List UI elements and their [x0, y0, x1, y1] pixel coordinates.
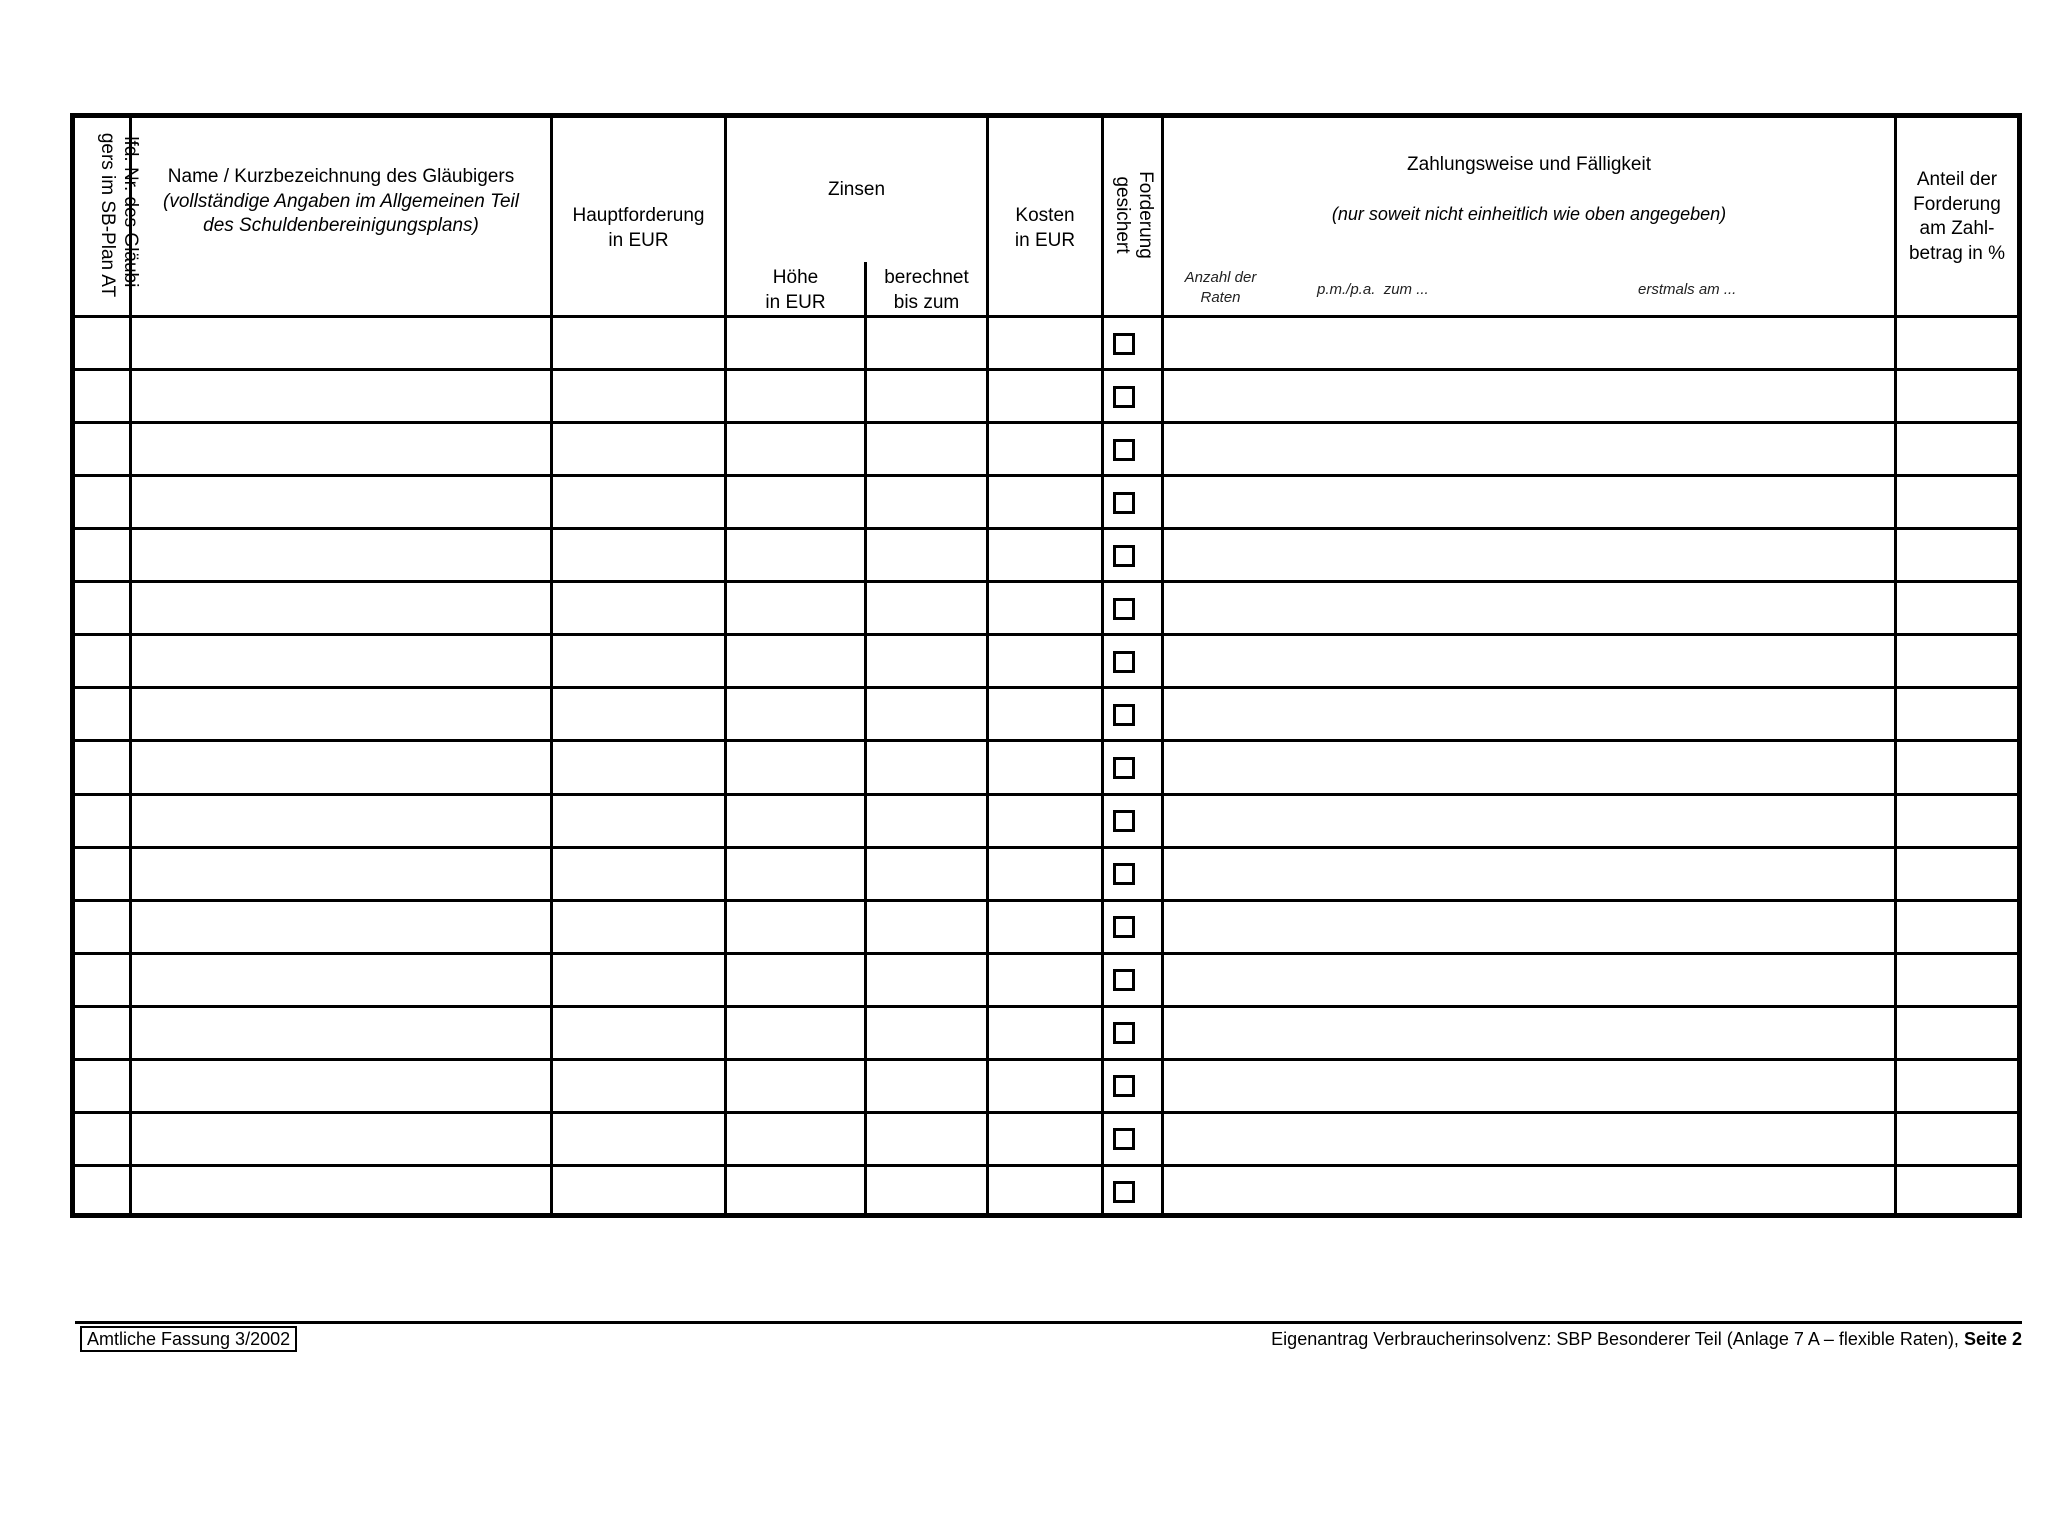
cell-lfd-nr[interactable] — [75, 478, 129, 528]
cell-anteil[interactable] — [1897, 531, 2017, 581]
cell-zinsen-hoehe[interactable] — [727, 531, 864, 581]
cell-lfd-nr[interactable] — [75, 1115, 129, 1165]
header-anteil-line2: Forderung — [1913, 193, 2001, 215]
cell-zinsen-berechnet[interactable] — [867, 690, 986, 740]
cell-zahlungsweise[interactable] — [1164, 478, 1894, 528]
cell-kosten[interactable] — [989, 690, 1101, 740]
cell-anteil[interactable] — [1897, 425, 2017, 475]
row-divider — [70, 368, 2022, 371]
cell-anteil[interactable] — [1897, 1009, 2017, 1059]
cell-zinsen-hoehe[interactable] — [727, 584, 864, 634]
table-row — [75, 953, 2017, 1006]
cell-zahlungsweise[interactable] — [1164, 1009, 1894, 1059]
header-hauptforderung — [553, 204, 724, 253]
cell-kosten[interactable] — [989, 1062, 1101, 1112]
header-name-title: Name / Kurzbezeichnung des Gläubigers — [167, 166, 515, 187]
row-divider — [70, 1005, 2022, 1008]
forderung-gesichert-checkbox[interactable] — [1113, 757, 1135, 779]
cell-lfd-nr[interactable] — [75, 1009, 129, 1059]
row-divider — [70, 527, 2022, 530]
cell-hauptforderung[interactable] — [553, 690, 724, 740]
cell-zinsen-berechnet[interactable] — [867, 478, 986, 528]
cell-kosten[interactable] — [989, 743, 1101, 793]
row-divider — [70, 952, 2022, 955]
cell-hauptforderung[interactable] — [553, 584, 724, 634]
cell-hauptforderung[interactable] — [553, 372, 724, 422]
cell-zahlungsweise[interactable] — [1164, 584, 1894, 634]
cell-lfd-nr[interactable] — [75, 1062, 129, 1112]
cell-kosten[interactable] — [989, 478, 1101, 528]
cell-zahlungsweise[interactable] — [1164, 1115, 1894, 1165]
footer-title-text: Eigenantrag Verbraucherinsolvenz: SBP Besonderer Teil (Anlage 7 A – flexible Raten), — [1271, 1329, 1959, 1349]
table-row — [75, 475, 2017, 528]
row-divider — [70, 580, 2022, 583]
cell-hauptforderung[interactable] — [553, 319, 724, 369]
cell-kosten[interactable] — [989, 1168, 1101, 1218]
cell-anteil[interactable] — [1897, 637, 2017, 687]
header-anteil-line1: Anteil der — [1916, 169, 1998, 190]
header-zinsen-hoehe-line1: Höhe — [772, 267, 819, 288]
cell-hauptforderung[interactable] — [553, 637, 724, 687]
table-row — [75, 316, 2017, 369]
cell-lfd-nr[interactable] — [75, 743, 129, 793]
header-forderung-gesichert-line1: Forderung — [1135, 171, 1156, 259]
header-anzahl-line1: Anzahl der — [1184, 269, 1257, 286]
cell-zahlungsweise[interactable] — [1164, 531, 1894, 581]
forderung-gesichert-checkbox[interactable] — [1113, 545, 1135, 567]
header-kosten — [989, 204, 1101, 253]
cell-kosten[interactable] — [989, 1009, 1101, 1059]
cell-zinsen-berechnet[interactable] — [867, 584, 986, 634]
cell-zinsen-berechnet[interactable] — [867, 850, 986, 900]
header-zinsen-berechnet-line2: bis zum — [893, 291, 960, 313]
cell-lfd-nr[interactable] — [75, 425, 129, 475]
cell-name[interactable] — [132, 956, 550, 1006]
cell-anteil[interactable] — [1897, 1168, 2017, 1218]
cell-name[interactable] — [132, 1062, 550, 1112]
cell-kosten[interactable] — [989, 531, 1101, 581]
cell-zinsen-hoehe[interactable] — [727, 690, 864, 740]
cell-kosten[interactable] — [989, 372, 1101, 422]
header-erstmals: erstmals am ... — [1638, 281, 1737, 298]
cell-zinsen-berechnet[interactable] — [867, 531, 986, 581]
cell-zahlungsweise[interactable] — [1164, 1168, 1894, 1218]
cell-name[interactable] — [132, 743, 550, 793]
cell-lfd-nr[interactable] — [75, 319, 129, 369]
table-row — [75, 794, 2017, 847]
table-row — [75, 422, 2017, 475]
cell-hauptforderung[interactable] — [553, 1168, 724, 1218]
cell-kosten[interactable] — [989, 850, 1101, 900]
cell-zahlungsweise[interactable] — [1164, 690, 1894, 740]
cell-zinsen-berechnet[interactable] — [867, 956, 986, 1006]
cell-zahlungsweise[interactable] — [1164, 319, 1894, 369]
cell-lfd-nr[interactable] — [75, 797, 129, 847]
header-name — [132, 165, 550, 239]
cell-hauptforderung[interactable] — [553, 478, 724, 528]
cell-zinsen-hoehe[interactable] — [727, 743, 864, 793]
row-divider — [70, 1111, 2022, 1114]
header-pm-pa: p.m./p.a. zum ... — [1317, 281, 1429, 298]
header-hauptforderung-line2: in EUR — [608, 229, 669, 251]
row-divider — [70, 474, 2022, 477]
cell-lfd-nr[interactable] — [75, 1168, 129, 1218]
cell-zinsen-hoehe[interactable] — [727, 319, 864, 369]
cell-name[interactable] — [132, 1009, 550, 1059]
row-divider — [70, 739, 2022, 742]
cell-zinsen-hoehe[interactable] — [727, 425, 864, 475]
cell-zinsen-hoehe[interactable] — [727, 1062, 864, 1112]
cell-anteil[interactable] — [1897, 1062, 2017, 1112]
row-divider — [70, 1164, 2022, 1167]
table-row — [75, 528, 2017, 581]
cell-hauptforderung[interactable] — [553, 956, 724, 1006]
footer-page-label: Seite 2 — [1963, 1329, 2022, 1349]
cell-zahlungsweise[interactable] — [1164, 797, 1894, 847]
cell-name[interactable] — [132, 690, 550, 740]
cell-lfd-nr[interactable] — [75, 850, 129, 900]
header-anzahl-raten — [1168, 268, 1273, 308]
cell-name[interactable] — [132, 531, 550, 581]
cell-zinsen-hoehe[interactable] — [727, 478, 864, 528]
cell-zinsen-berechnet[interactable] — [867, 903, 986, 953]
cell-kosten[interactable] — [989, 903, 1101, 953]
table-row — [75, 581, 2017, 634]
header-name-note-line2: des Schuldenbereinigungsplans) — [203, 215, 479, 236]
cell-zinsen-hoehe[interactable] — [727, 903, 864, 953]
cell-zinsen-hoehe[interactable] — [727, 1168, 864, 1218]
cell-zinsen-hoehe[interactable] — [727, 1009, 864, 1059]
forderung-gesichert-checkbox[interactable] — [1113, 651, 1135, 673]
cell-zinsen-hoehe[interactable] — [727, 956, 864, 1006]
forderung-gesichert-checkbox[interactable] — [1113, 969, 1135, 991]
header-anzahl-line2: Raten — [1200, 289, 1241, 306]
cell-name[interactable] — [132, 637, 550, 687]
cell-anteil[interactable] — [1897, 956, 2017, 1006]
cell-name[interactable] — [132, 1115, 550, 1165]
cell-zahlungsweise[interactable] — [1164, 637, 1894, 687]
cell-anteil[interactable] — [1897, 690, 2017, 740]
cell-lfd-nr[interactable] — [75, 531, 129, 581]
cell-zinsen-berechnet[interactable] — [867, 1115, 986, 1165]
cell-anteil[interactable] — [1897, 903, 2017, 953]
cell-zinsen-berechnet[interactable] — [867, 743, 986, 793]
cell-zinsen-berechnet[interactable] — [867, 425, 986, 475]
row-divider — [70, 421, 2022, 424]
table-row — [75, 1059, 2017, 1112]
cell-name[interactable] — [132, 903, 550, 953]
row-divider — [70, 846, 2022, 849]
cell-kosten[interactable] — [989, 584, 1101, 634]
forderung-gesichert-checkbox[interactable] — [1113, 386, 1135, 408]
header-kosten-line2: in EUR — [1014, 229, 1076, 251]
table-row — [75, 900, 2017, 953]
cell-lfd-nr[interactable] — [75, 637, 129, 687]
cell-zahlungsweise[interactable] — [1164, 903, 1894, 953]
cell-hauptforderung[interactable] — [553, 850, 724, 900]
cell-lfd-nr[interactable] — [75, 372, 129, 422]
cell-zinsen-berechnet[interactable] — [867, 1168, 986, 1218]
cell-anteil[interactable] — [1897, 319, 2017, 369]
cell-zahlungsweise[interactable] — [1164, 1062, 1894, 1112]
header-forderung-gesichert — [1107, 140, 1157, 290]
cell-zinsen-berechnet[interactable] — [867, 372, 986, 422]
header-zahlungsweise-title: Zahlungsweise und Fälligkeit — [1407, 154, 1651, 175]
forderung-gesichert-checkbox[interactable] — [1113, 1128, 1135, 1150]
cell-zahlungsweise[interactable] — [1164, 850, 1894, 900]
forderung-gesichert-checkbox[interactable] — [1113, 333, 1135, 355]
cell-zinsen-hoehe[interactable] — [727, 850, 864, 900]
cell-zinsen-berechnet[interactable] — [867, 319, 986, 369]
cell-anteil[interactable] — [1897, 584, 2017, 634]
forderung-gesichert-checkbox[interactable] — [1113, 863, 1135, 885]
cell-anteil[interactable] — [1897, 850, 2017, 900]
cell-name[interactable] — [132, 797, 550, 847]
cell-hauptforderung[interactable] — [553, 425, 724, 475]
cell-zinsen-berechnet[interactable] — [867, 1062, 986, 1112]
forderung-gesichert-checkbox[interactable] — [1113, 1075, 1135, 1097]
cell-name[interactable] — [132, 584, 550, 634]
table-row — [75, 687, 2017, 740]
table-row — [75, 1165, 2017, 1218]
forderung-gesichert-checkbox[interactable] — [1113, 1181, 1135, 1203]
footer-title — [1271, 1327, 2022, 1351]
header-zinsen-hoehe — [727, 266, 864, 315]
forderung-gesichert-checkbox[interactable] — [1113, 1022, 1135, 1044]
cell-anteil[interactable] — [1897, 1115, 2017, 1165]
cell-hauptforderung[interactable] — [553, 797, 724, 847]
cell-hauptforderung[interactable] — [553, 903, 724, 953]
cell-zahlungsweise[interactable] — [1164, 425, 1894, 475]
header-zinsen-hoehe-line2: in EUR — [765, 291, 826, 313]
cell-zinsen-hoehe[interactable] — [727, 372, 864, 422]
footer-divider — [75, 1321, 2022, 1324]
header-zinsen-berechnet-line1: berechnet — [884, 267, 969, 288]
cell-anteil[interactable] — [1897, 372, 2017, 422]
header-zinsen-berechnet — [867, 266, 986, 315]
table-row — [75, 1112, 2017, 1165]
row-divider — [70, 686, 2022, 689]
header-zinsen: Zinsen — [827, 179, 886, 200]
cell-zinsen-hoehe[interactable] — [727, 1115, 864, 1165]
cell-lfd-nr[interactable] — [75, 903, 129, 953]
cell-zinsen-berechnet[interactable] — [867, 797, 986, 847]
forderung-gesichert-checkbox[interactable] — [1113, 916, 1135, 938]
header-anteil-line4: betrag in % — [1908, 242, 2006, 264]
header-zahlungsweise-note: (nur soweit nicht einheitlich wie oben angegeben) — [1331, 204, 1727, 224]
row-divider — [70, 793, 2022, 796]
footer-version: Amtliche Fassung 3/2002 — [80, 1326, 297, 1352]
cell-kosten[interactable] — [989, 319, 1101, 369]
row-divider — [70, 1058, 2022, 1061]
header-lfd-nr-line2: gers im SB-Plan AT — [97, 132, 118, 298]
table-row — [75, 634, 2017, 687]
cell-zahlungsweise[interactable] — [1164, 743, 1894, 793]
cell-kosten[interactable] — [989, 425, 1101, 475]
cell-name[interactable] — [132, 1168, 550, 1218]
forderung-gesichert-checkbox[interactable] — [1113, 704, 1135, 726]
header-name-note-line1: (vollständige Angaben im Allgemeinen Teil — [163, 190, 519, 212]
cell-zinsen-hoehe[interactable] — [727, 637, 864, 687]
table-row — [75, 847, 2017, 900]
row-divider — [70, 899, 2022, 902]
header-anteil-line3: am Zahl- — [1919, 218, 1995, 239]
cell-kosten[interactable] — [989, 1115, 1101, 1165]
cell-anteil[interactable] — [1897, 797, 2017, 847]
cell-kosten[interactable] — [989, 797, 1101, 847]
cell-name[interactable] — [132, 372, 550, 422]
cell-kosten[interactable] — [989, 956, 1101, 1006]
cell-hauptforderung[interactable] — [553, 1115, 724, 1165]
forderung-gesichert-checkbox[interactable] — [1113, 810, 1135, 832]
cell-kosten[interactable] — [989, 637, 1101, 687]
cell-name[interactable] — [132, 319, 550, 369]
cell-anteil[interactable] — [1897, 478, 2017, 528]
cell-hauptforderung[interactable] — [553, 531, 724, 581]
forderung-gesichert-checkbox[interactable] — [1113, 439, 1135, 461]
forderung-gesichert-checkbox[interactable] — [1113, 492, 1135, 514]
cell-hauptforderung[interactable] — [553, 1009, 724, 1059]
header-forderung-gesichert-line2: gesichert — [1112, 176, 1133, 254]
cell-hauptforderung[interactable] — [553, 1062, 724, 1112]
cell-hauptforderung[interactable] — [553, 743, 724, 793]
cell-name[interactable] — [132, 425, 550, 475]
cell-anteil[interactable] — [1897, 743, 2017, 793]
cell-lfd-nr[interactable] — [75, 584, 129, 634]
cell-lfd-nr[interactable] — [75, 956, 129, 1006]
cell-zahlungsweise[interactable] — [1164, 956, 1894, 1006]
cell-zinsen-hoehe[interactable] — [727, 797, 864, 847]
forderung-gesichert-checkbox[interactable] — [1113, 598, 1135, 620]
table-row — [75, 740, 2017, 793]
header-lfd-nr-line1: lfd. Nr. des Gläubi- — [120, 136, 141, 294]
cell-zinsen-berechnet[interactable] — [867, 637, 986, 687]
row-divider — [70, 633, 2022, 636]
table-row — [75, 1006, 2017, 1059]
table-row — [75, 369, 2017, 422]
cell-zinsen-berechnet[interactable] — [867, 1009, 986, 1059]
header-anteil — [1897, 168, 2017, 266]
header-hauptforderung-line1: Hauptforderung — [572, 205, 705, 226]
cell-lfd-nr[interactable] — [75, 690, 129, 740]
cell-name[interactable] — [132, 478, 550, 528]
cell-zahlungsweise[interactable] — [1164, 372, 1894, 422]
header-kosten-line1: Kosten — [1015, 205, 1075, 226]
cell-name[interactable] — [132, 850, 550, 900]
